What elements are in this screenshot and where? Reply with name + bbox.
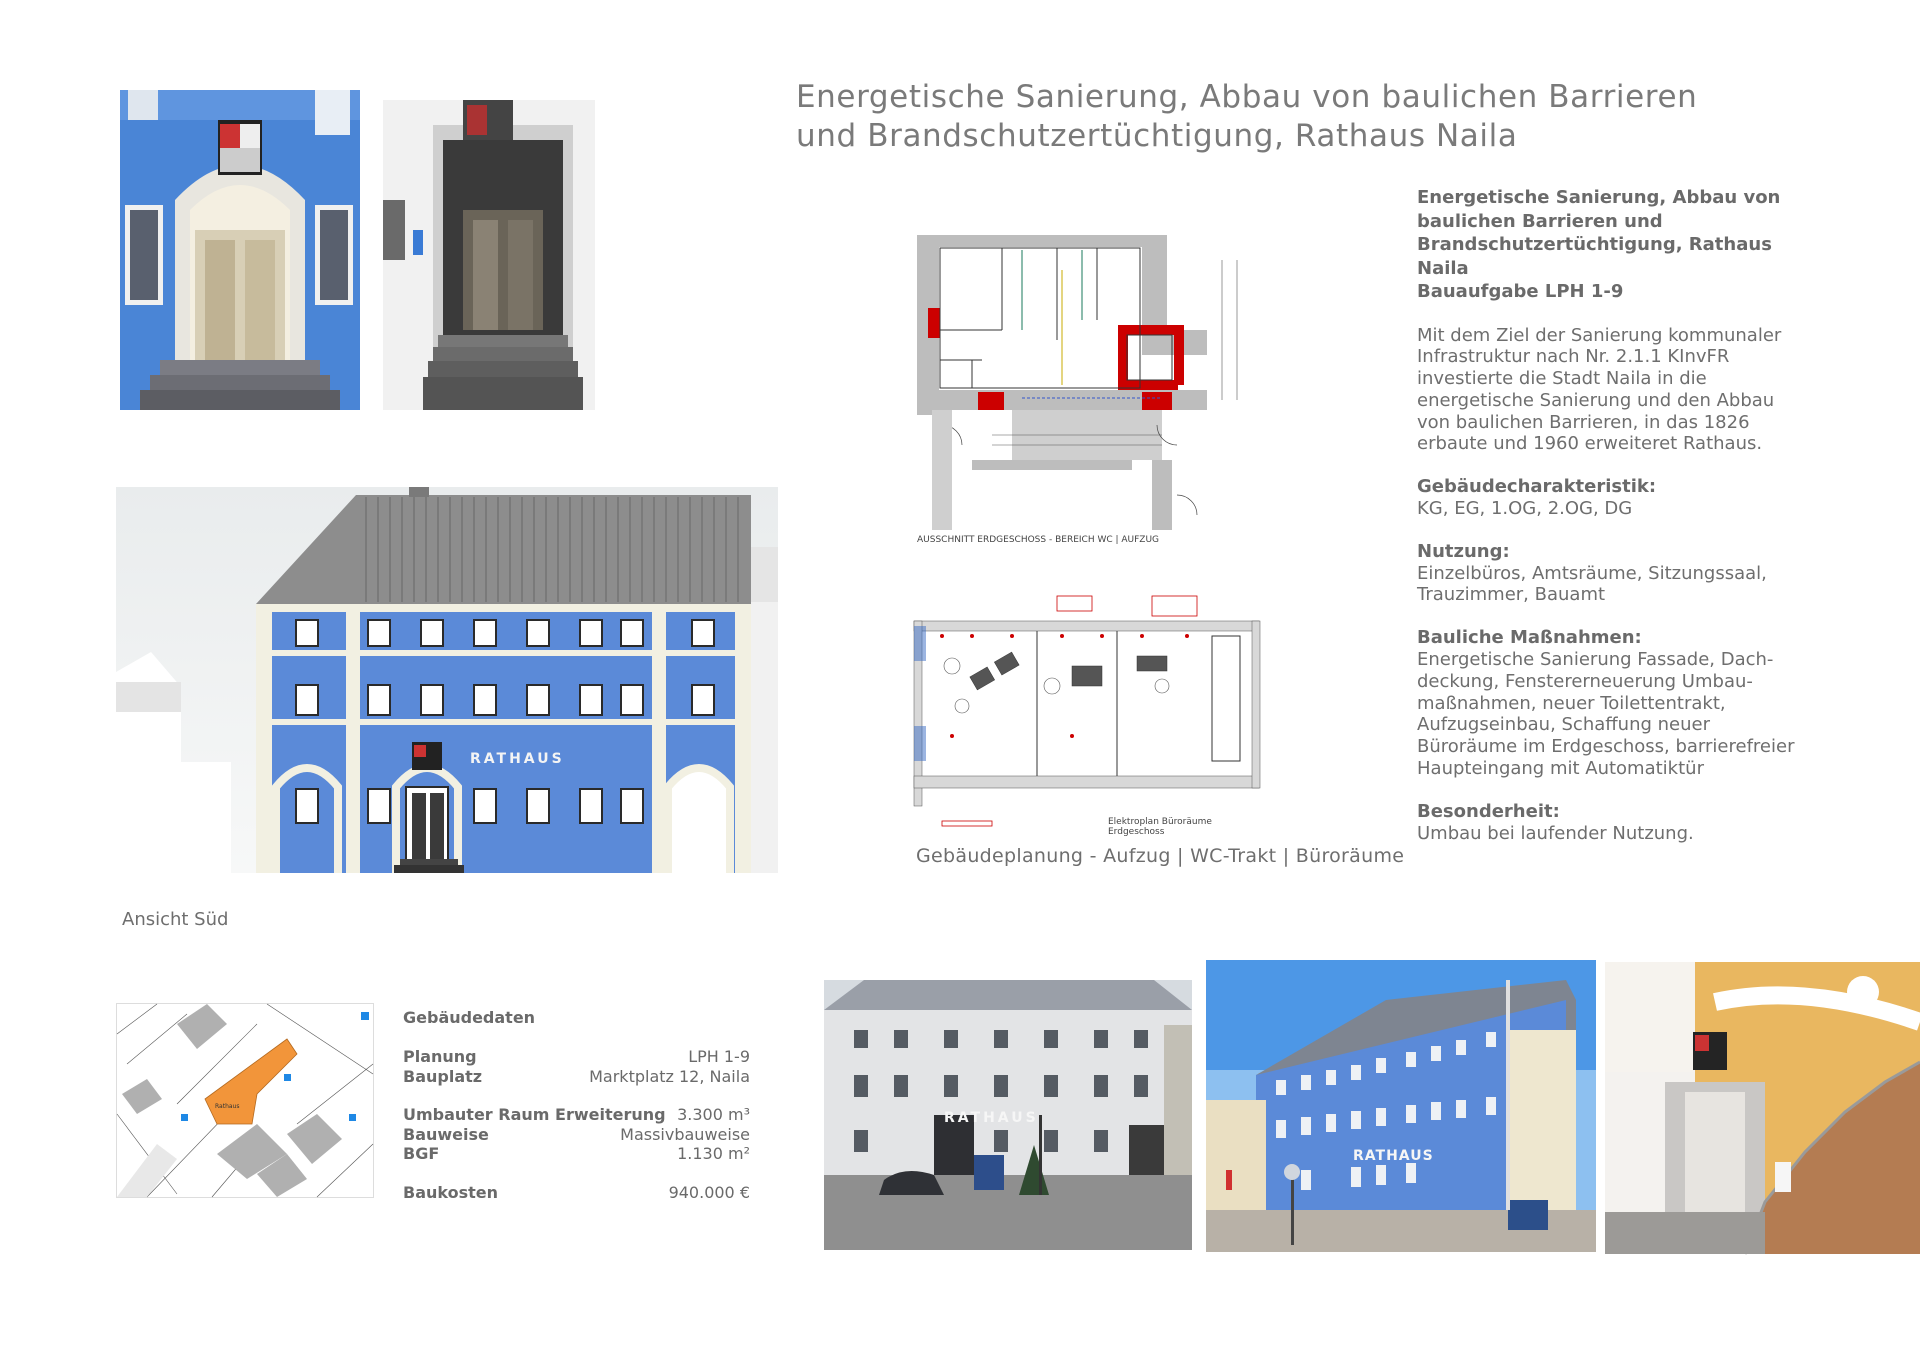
title-line-2: und Brandschutzertüchtigung, Rathaus Naila <box>796 118 1518 154</box>
project-intro: Mit dem Ziel der Sanierung kommunaler Infrastruktur nach Nr. 2.1.1 KInvFR investierte die Stadt Naila in die energetische Sanierung und den Abbau von baulichen Barrieren, in das 1826 erbaute und 1960 erweiteret Rathaus. <box>1417 324 1782 455</box>
project-heading-line-3: Brandschutzertüchtigung, Rathaus Naila <box>1417 234 1772 279</box>
map-label-rathaus: Rathaus <box>215 1103 240 1110</box>
project-heading <box>1417 186 1797 304</box>
facade-elevation-south <box>116 487 778 873</box>
building-data-row <box>403 1105 750 1125</box>
photo-after-sign: RATHAUS <box>1353 1148 1434 1164</box>
section-characteristics-head: Gebäudecharakteristik: <box>1417 476 1657 498</box>
building-data-row <box>403 1067 750 1087</box>
section-usage-text: Einzelbüros, Amtsräume, Sitzungssaal, Trauzimmer, Bauamt <box>1417 562 1767 606</box>
plan1-caption: AUSSCHNITT ERDGESCHOSS - BEREICH WC | AUFZUG <box>917 535 1160 545</box>
building-data-title: Gebäudedaten <box>403 1008 536 1027</box>
building-data-row <box>403 1144 750 1164</box>
project-heading-line-4: Bauaufgabe LPH 1-9 <box>1417 281 1624 302</box>
entrance-photo-before <box>383 100 595 410</box>
project-heading-line-2: baulichen Barrieren und <box>1417 210 1663 232</box>
section-measures-head: Bauliche Maßnahmen: <box>1417 627 1642 649</box>
electrical-plan-offices <box>912 596 1262 837</box>
building-data-key: Umbauter Raum Erweiterung <box>403 1105 666 1124</box>
section-measures-text: Energetische Sanierung Fassade, Dach-deckung, Fenstererneuerung Umbau-maßnahmen, neuer Toilettentrakt, Aufzugseinbau, Schaffung neuer Büroräume im Erdgeschoss, barrierefreier Haupteingang mit Automatiktür <box>1417 649 1795 780</box>
building-data-key: Baukosten <box>403 1183 498 1202</box>
project-heading-line-1: Energetische Sanierung, Abbau von <box>1417 187 1781 208</box>
floor-plan-wc-elevator <box>912 230 1262 545</box>
plan2-caption: Elektroplan Büroräume Erdgeschoss <box>1108 817 1212 837</box>
building-data-value: Marktplatz 12, Naila <box>589 1067 750 1086</box>
section-usage <box>1417 541 1797 606</box>
section-measures <box>1417 627 1797 780</box>
caption-ansicht-sued: Ansicht Süd <box>122 909 229 930</box>
section-characteristics-text: KG, EG, 1.OG, 2.OG, DG <box>1417 498 1633 520</box>
building-data-value: 940.000 € <box>668 1183 750 1202</box>
section-special-text: Umbau bei laufender Nutzung. <box>1417 822 1694 844</box>
section-special-head: Besonderheit: <box>1417 800 1560 822</box>
photo-before-facade <box>824 980 1192 1250</box>
photo-after-facade <box>1206 960 1596 1252</box>
project-description <box>1417 186 1797 865</box>
building-data-value: Massivbauweise <box>620 1125 750 1144</box>
photo-interior-staircase <box>1605 962 1920 1254</box>
building-data-row <box>403 1047 750 1067</box>
building-data-value: 1.130 m² <box>677 1144 750 1163</box>
section-special <box>1417 801 1797 845</box>
photo-before-sign: RATHAUS <box>944 1110 1039 1126</box>
section-usage-head: Nutzung: <box>1417 540 1510 562</box>
building-data-value: LPH 1-9 <box>688 1047 750 1066</box>
building-data-key: BGF <box>403 1144 440 1163</box>
building-data-value: 3.300 m³ <box>677 1105 750 1124</box>
building-data-key: Bauplatz <box>403 1067 483 1086</box>
building-data-key: Planung <box>403 1047 477 1066</box>
facade-sign: RATHAUS <box>470 751 565 767</box>
title-line-1: Energetische Sanierung, Abbau von baulichen Barrieren <box>796 79 1698 115</box>
entrance-photo-after <box>120 90 360 410</box>
caption-plans: Gebäudeplanung - Aufzug | WC-Trakt | Büroräume <box>916 845 1405 867</box>
building-data-key: Bauweise <box>403 1125 489 1144</box>
building-data-row <box>403 1125 750 1145</box>
section-characteristics <box>1417 476 1797 520</box>
site-map <box>116 1003 374 1198</box>
building-data-row <box>403 1183 750 1203</box>
page-title <box>796 78 1896 156</box>
